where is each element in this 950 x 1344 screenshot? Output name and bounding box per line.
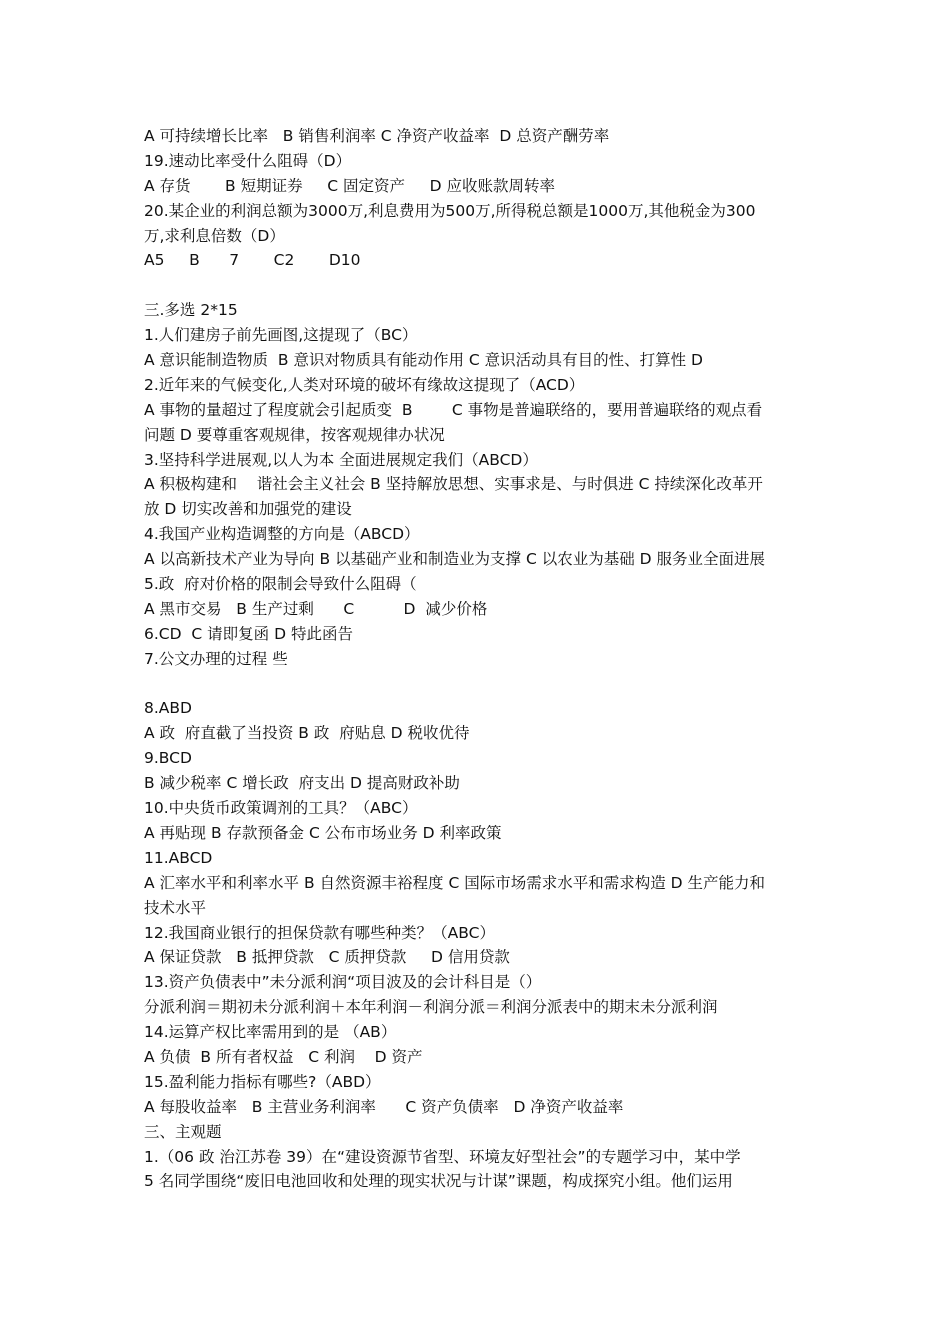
text-line: A 政 府直截了当投资 B 政 府贴息 D 税收优待 bbox=[144, 724, 470, 743]
text-line: 三、主观题 bbox=[144, 1122, 222, 1141]
text-line: A 积极构建和 谐社会主义社会 B 坚持解放思想、实事求是、与时俱进 C 持续深化改革开 bbox=[144, 475, 763, 494]
text-line: 万,求利息倍数（D） bbox=[144, 226, 285, 245]
document-page bbox=[144, 124, 814, 1194]
text-line: 10.中央货币政策调剂的工具？（ABC） bbox=[144, 799, 418, 818]
text-line bbox=[144, 672, 814, 697]
text-line: A 黑市交易 B 生产过剩 C D 减少价格 bbox=[144, 599, 488, 618]
text-line: 9.BCD bbox=[144, 749, 192, 768]
text-line: A 可持续增长比率 B 销售利润率 C 净资产收益率 D 总资产酬劳率 bbox=[144, 127, 610, 145]
text-line: 问题 D 要尊重客观规律，按客观规律办状况 bbox=[144, 425, 445, 444]
text-line: 6.CD C 请即复函 D 特此函告 bbox=[144, 624, 353, 643]
text-line: A 汇率水平和利率水平 B 自然资源丰裕程度 C 国际市场需求水平和需求构造 D 生产能力和 bbox=[144, 873, 765, 892]
text-line: 15.盈利能力指标有哪些?（ABD） bbox=[144, 1072, 381, 1091]
text-line: 19.速动比率受什么阻碍（D） bbox=[144, 151, 352, 170]
text-line: 1.人们建房子前先画图,这提现了（BC） bbox=[144, 326, 418, 345]
text-line: 分派利润＝期初未分派利润＋本年利润－利润分派＝利润分派表中的期末未分派利润 bbox=[144, 998, 718, 1017]
text-line: B 减少税率 C 增长政 府支出 D 提高财政补助 bbox=[144, 774, 460, 793]
text-line: 7.公文办理的过程 些 bbox=[144, 649, 288, 668]
text-line: A 保证贷款 B 抵押贷款 C 质押贷款 D 信用贷款 bbox=[144, 948, 510, 967]
text-line: 12.我国商业银行的担保贷款有哪些种类？（ABC） bbox=[144, 923, 495, 942]
text-line bbox=[144, 273, 814, 298]
text-line: 三.多选 2*15 bbox=[144, 301, 238, 320]
text-line: A 再贴现 B 存款预备金 C 公布市场业务 D 利率政策 bbox=[144, 823, 502, 842]
text-line: A 事物的量超过了程度就会引起质变 B C 事物是普遍联络的，要用普遍联络的观点看 bbox=[144, 400, 763, 419]
text-line: 2.近年来的气候变化,人类对环境的破坏有缘故这提现了（ACD） bbox=[144, 375, 585, 394]
text-line: A 负债 B 所有者权益 C 利润 D 资产 bbox=[144, 1047, 423, 1066]
text-line: 1.（06 政 治江苏卷 39）在“建设资源节省型、环境友好型社会”的专题学习中，某中学 bbox=[144, 1147, 741, 1166]
text-line: A 意识能制造物质 B 意识对物质具有能动作用 C 意识活动具有目的性、打算性 D bbox=[144, 351, 703, 370]
text-line: 20.某企业的利润总额为3000万,利息费用为500万,所得税总额是1000万,其他税金为300 bbox=[144, 201, 756, 220]
text-line: A5 B 7 C2 D10 bbox=[144, 251, 361, 270]
text-line: 14.运算产权比率需用到的是 （AB） bbox=[144, 1023, 397, 1042]
text-line: 8.ABD bbox=[144, 699, 192, 718]
text-line: 13.资产负债表中”未分派利润“项目波及的会计科目是（） bbox=[144, 973, 542, 992]
text-line: 4.我国产业构造调整的方向是（ABCD） bbox=[144, 525, 420, 544]
text-line: 3.坚持科学进展观,以人为本 全面进展规定我们（ABCD） bbox=[144, 450, 538, 469]
text-line: 5 名同学围绕“废旧电池回收和处理的现实状况与计谋”课题，构成探究小组。他们运用 bbox=[144, 1172, 733, 1191]
text-line: 放 D 切实改善和加强党的建设 bbox=[144, 500, 352, 519]
text-line: 11.ABCD bbox=[144, 848, 213, 867]
text-line: 5.政 府对价格的限制会导致什么阻碍（ bbox=[144, 575, 417, 594]
text-line: A 以高新技术产业为导向 B 以基础产业和制造业为支撑 C 以农业为基础 D 服务业全面进展 bbox=[144, 550, 765, 569]
text-line: 技术水平 bbox=[144, 898, 207, 917]
text-line: A 存货 B 短期证券 C 固定资产 D 应收账款周转率 bbox=[144, 176, 555, 195]
text-line: A 每股收益率 B 主营业务利润率 C 资产负债率 D 净资产收益率 bbox=[144, 1097, 624, 1116]
